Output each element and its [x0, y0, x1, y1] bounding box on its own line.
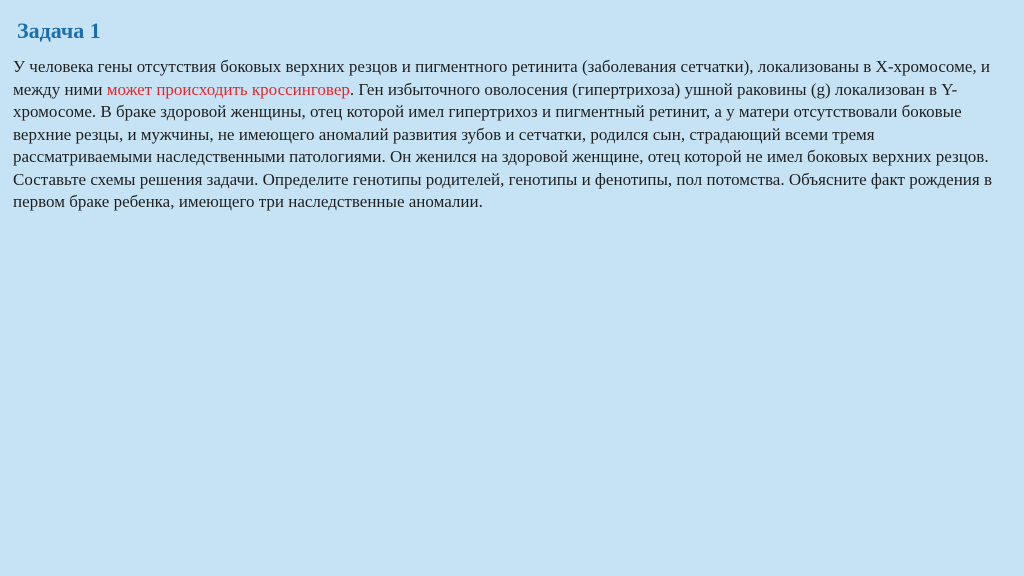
slide-title: Задача 1	[17, 18, 101, 43]
task-text-part-2: . Ген избыточного оволосения (гипертрихоза) ушной раковины (g) локализован в Y-хромосоме. В браке здоровой женщины, отец которой имел гипертрихоз и пигментный ретинит, а у матери отсутствовали боковые верхние резцы, и мужчины, не имеющего аномалий развития зубов и сетчатки, родился сын, страдающий всеми тремя рассматриваемыми наследственными патологиями. Он женился на здоровой женщине, отец которой не имел боковых верхних резцов. Составьте схемы решения задачи. Определите генотипы родителей, генотипы и фенотипы, пол потомства. Объясните факт рождения в первом браке ребенка, имеющего три наследственные аномалии.	[13, 79, 993, 211]
task-text-highlight: может происходить кроссинговер	[106, 79, 350, 99]
task-text-part-1: У человека гены отсутствия боковых верхних резцов и пигментного ретинита (заболевания сетчатки), локализованы в Х-хромосоме, и между ними	[13, 57, 990, 99]
task-text	[13, 56, 1013, 214]
